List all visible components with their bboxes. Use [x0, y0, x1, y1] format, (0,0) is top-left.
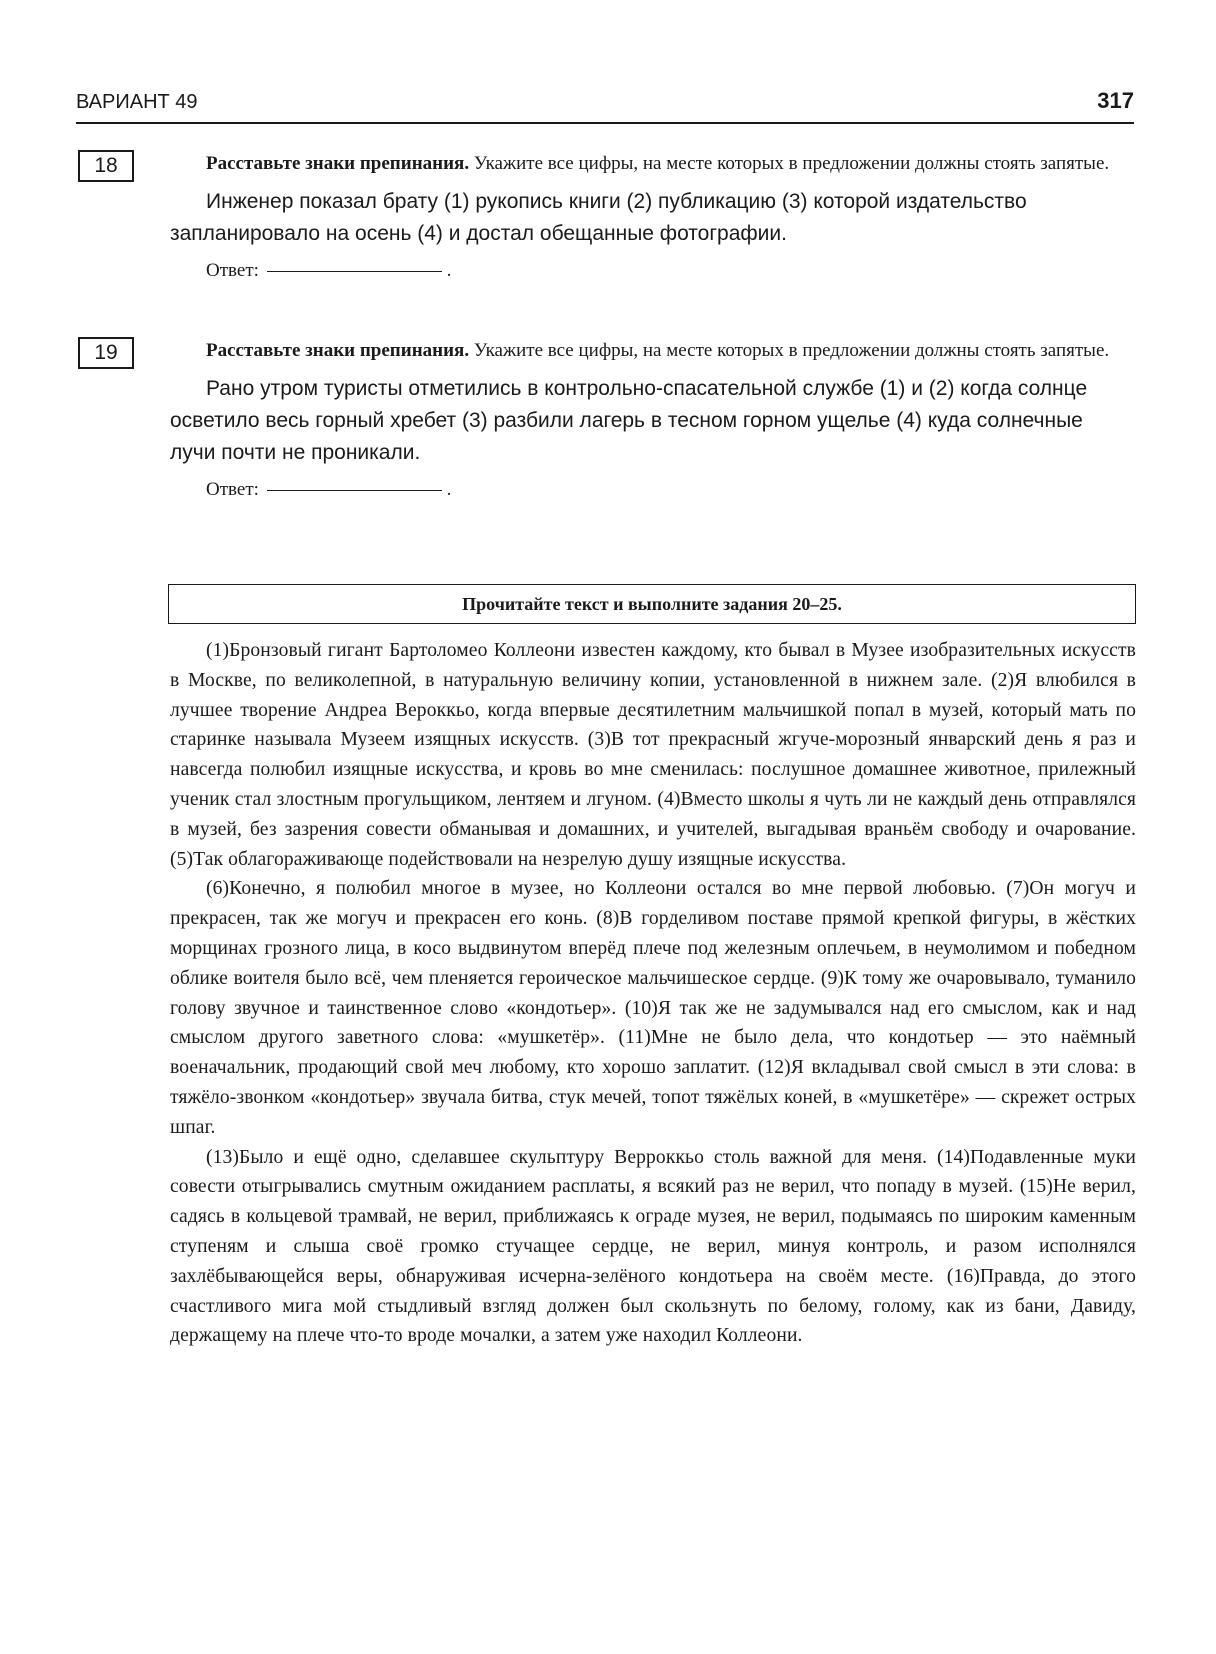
task-sentence: Рано утром туристы отметились в контрольно-спасательной службе (1) и (2) когда солнце осветило весь горный хребет (3) разбили лагерь в тесном горном ущелье (4) куда солнечные лучи почти не проникали. [170, 377, 1088, 464]
answer-field[interactable] [267, 271, 442, 272]
task-18 [78, 150, 1134, 282]
text-paragraph: (6)Конечно, я полюбил многое в музее, но Коллеони остался во мне первой любовью. (7)Он могуч и прекрасен, так же могуч и прекрасен его конь. (8)В горделивом поставе прямой крепкой фигуры, в жёстких морщинах грозного лица, в косо выдвинутом вперёд плече под железным оплечьем, в неумолимом и победном облике воителя было всё, чем пленяется героическое мальчишеское сердце. (9)К тому же очаровывало, туманило голову звучное и таинственное слово «кондотьер». (10)Я так же не задумывался над его смыслом, как и над смыслом другого заветного слова: «мушкетёр». (11)Мне не было дела, что кондотьер — это наёмный военачальник, продающий свой меч любому, кто хорошо заплатит. (12)Я вкладывал свой смысл в эти слова: в тяжёло-звонком «кондотьер» звучала битва, стук мечей, топот тяжёлых коней, в «мушкетёре» — скрежет острых шпаг. [170, 878, 1136, 1138]
variant-title: ВАРИАНТ 49 [76, 91, 198, 113]
task-number-box: 18 [78, 150, 134, 182]
answer-row [206, 479, 1134, 501]
task-number-box: 19 [78, 337, 134, 369]
instruction-rest: Укажите все цифры, на месте которых в предложении должны стоять запятые. [469, 340, 1110, 361]
task-instruction [170, 337, 1134, 365]
text-instruction-banner: Прочитайте текст и выполните задания 20–25. [168, 584, 1136, 624]
answer-field[interactable] [267, 490, 442, 491]
task-sentence: Инженер показал брату (1) рукопись книги (2) публикацию (3) которой издательство запланировало на осень (4) и достал обещанные фотографии. [170, 190, 1027, 245]
answer-end: . [446, 260, 452, 281]
answer-label: Ответ: [206, 260, 259, 281]
task-instruction [170, 150, 1134, 178]
text-paragraph: (1)Бронзовый гигант Бартоломео Коллеони известен каждому, кто бывал в Музее изобразительных искусств в Москве, по великолепной, в натуральную величину копии, установленной в нижнем зале. (2)Я влюбился в лучшее творение Андреа Вероккьо, когда впервые десятилетним мальчишкой попал в музей, который мать по старинке называла Музеем изящных искусств. (3)В тот прекрасный жгуче-морозный январский день я раз и навсегда полюбил изящные искусства, и кровь во мне сменилась: послушное домашнее животное, прилежный ученик стал злостным прогульщиком, лентяем и лгуном. (4)Вместо школы я чуть ли не каждый день отправлялся в музей, без зазрения совести обманывая и домашних, и учителей, выгадывая враньём свободу и очарование. (5)Так облагораживающе подействовали на незрелую душу изящные искусства. [170, 640, 1136, 870]
reading-text [170, 636, 1136, 1351]
page-header [76, 88, 1134, 124]
answer-row [206, 260, 1134, 282]
instruction-bold: Расставьте знаки препинания. [206, 153, 470, 174]
task-19 [78, 337, 1134, 501]
answer-end: . [446, 479, 452, 500]
answer-label: Ответ: [206, 479, 259, 500]
text-paragraph: (13)Было и ещё одно, сделавшее скульптуру Верроккьо столь важной для меня. (14)Подавленные муки совести отыгрывались смутным ожиданием расплаты, я всякий раз не верил, что попаду в музей. (15)Не верил, садясь в кольцевой трамвай, не верил, приближаясь к ограде музея, не верил, подымаясь по широким каменным ступеням и слыша своё громко стучащее сердце, не верил, минуя контроль, и разом исполнялся захлёбывающейся веры, обнаруживая исчерна-зелёного кондотьера на своём месте. (16)Правда, до этого счастливого мига мой стыдливый взгляд должен был скользнуть по белому, голому, как из бани, Давиду, держащему на плече что-то вроде мочалки, а затем уже находил Коллеони. [170, 1146, 1136, 1347]
page-number: 317 [1097, 88, 1134, 113]
instruction-rest: Укажите все цифры, на месте которых в предложении должны стоять запятые. [469, 153, 1110, 174]
instruction-bold: Расставьте знаки препинания. [206, 340, 470, 361]
